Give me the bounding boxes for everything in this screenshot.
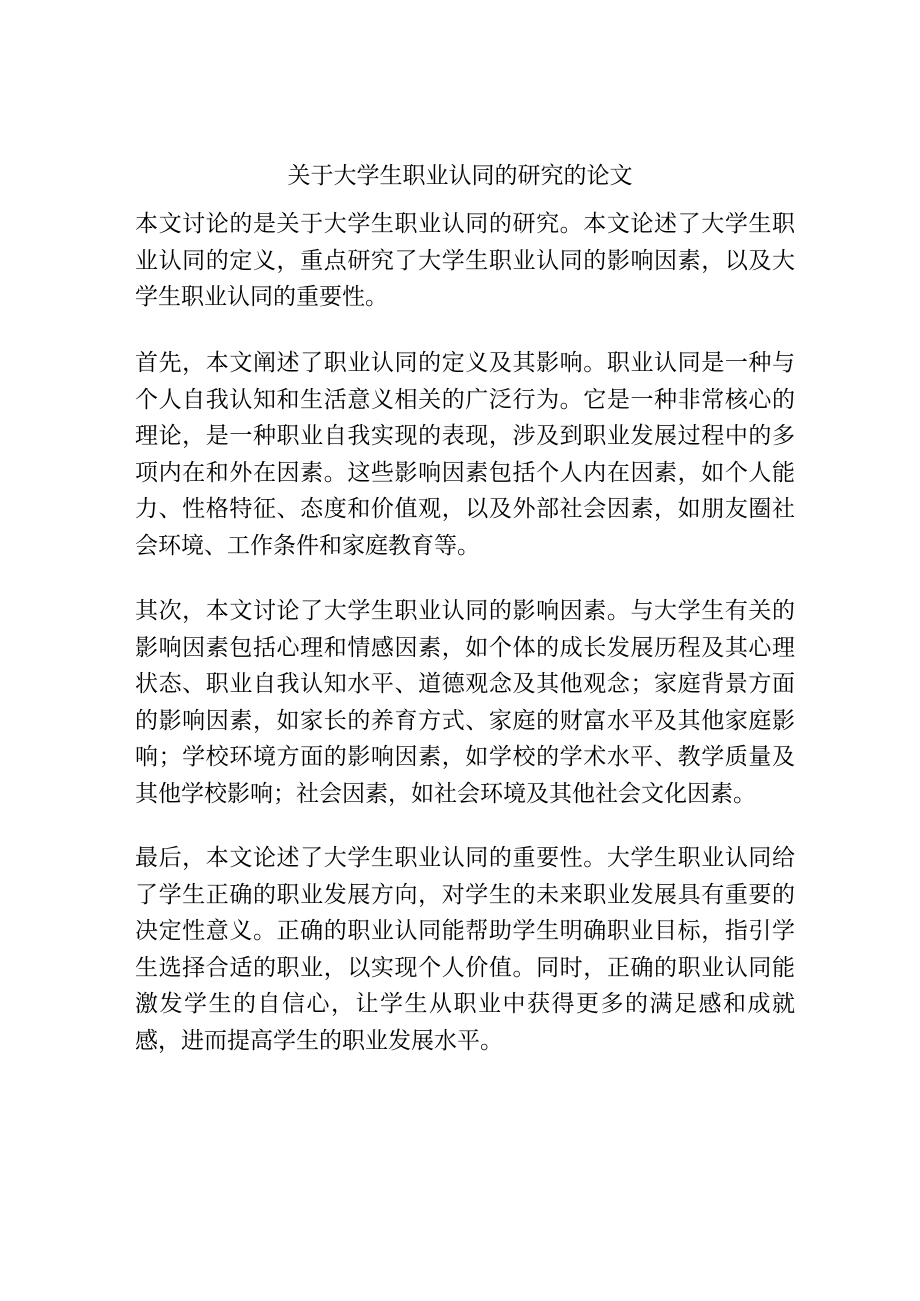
paragraph-definition: 首先，本文阐述了职业认同的定义及其影响。职业认同是一种与个人自我认知和生活意义相关的广泛行为。它是一种非常核心的理论，是一种职业自我实现的表现，涉及到职业发展过程中的多项内在和外在因素。这些影响因素包括个人内在因素，如个人能力、性格特征、态度和价值观，以及外部社会因素，如朋友圈社会环境、工作条件和家庭教育等。: [135, 350, 795, 559]
paragraph-factors: 其次，本文讨论了大学生职业认同的影响因素。与大学生有关的影响因素包括心理和情感因素，如个体的成长发展历程及其心理状态、职业自我认知水平、道德观念及其他观念；家庭背景方面的影响因素，如家长的养育方式、家庭的财富水平及其他家庭影响；学校环境方面的影响因素，如学校的学术水平、教学质量及其他学校影响；社会因素，如社会环境及其他社会文化因素。: [135, 598, 795, 807]
document-title: 关于大学生职业认同的研究的论文: [287, 163, 633, 189]
paragraph-importance: 最后，本文论述了大学生职业认同的重要性。大学生职业认同给了学生正确的职业发展方向，对学生的未来职业发展具有重要的决定性意义。正确的职业认同能帮助学生明确职业目标，指引学生选择合适的职业，以实现个人价值。同时，正确的职业认同能激发学生的自信心，让学生从职业中获得更多的满足感和成就感，进而提高学生的职业发展水平。: [135, 845, 795, 1054]
paragraph-intro: 本文讨论的是关于大学生职业认同的研究。本文论述了大学生职业认同的定义，重点研究了大学生职业认同的影响因素，以及大学生职业认同的重要性。: [135, 211, 795, 310]
